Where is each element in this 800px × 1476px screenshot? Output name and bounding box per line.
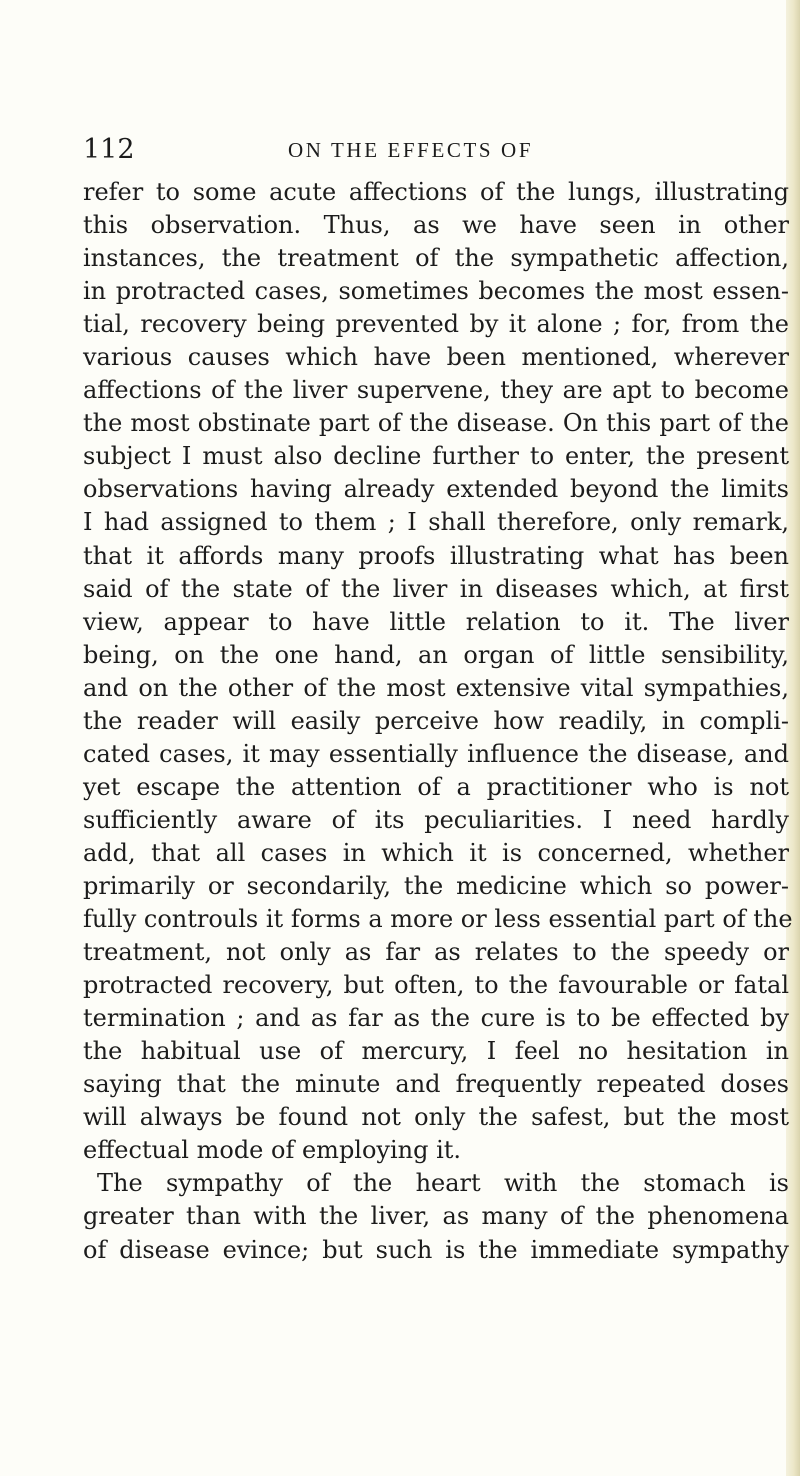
- text-line: view, appear to have little relation to it. The liver: [83, 607, 789, 636]
- text-line: observations having already extended beyond the limits: [83, 475, 789, 504]
- text-line: tial, recovery being prevented by it alone ; for, from the: [83, 310, 789, 339]
- text-line: yet escape the attention of a practitioner who is not: [83, 772, 789, 801]
- text-line: primarily or secondarily, the medicine which so power-: [83, 871, 789, 900]
- text-line: the habitual use of mercury, I feel no hesitation in: [83, 1037, 789, 1066]
- text-line: cated cases, it may essentially influence the disease, and: [83, 739, 789, 768]
- text-line: the reader will easily perceive how readily, in compli-: [83, 706, 789, 735]
- text-line: instances, the treatment of the sympathetic affection,: [83, 244, 789, 273]
- body-text: [83, 176, 800, 1267]
- text-line: effectual mode of employing it.: [83, 1136, 462, 1165]
- text-line: add, that all cases in which it is concerned, whether: [83, 838, 789, 867]
- text-line: of disease evince; but such is the immediate sympathy: [83, 1235, 789, 1264]
- text-line: protracted recovery, but often, to the favourable or fatal: [83, 971, 789, 1000]
- text-line: said of the state of the liver in diseases which, at first: [83, 574, 789, 603]
- text-line: termination ; and as far as the cure is to be effected by: [83, 1004, 789, 1033]
- running-head: ON THE EFFECTS OF: [288, 138, 534, 162]
- text-line: this observation. Thus, as we have seen in other: [83, 211, 789, 240]
- text-line: being, on the one hand, an organ of little sensibility,: [83, 640, 789, 669]
- text-line: refer to some acute affections of the lungs, illustrating: [83, 178, 789, 206]
- text-line: sufficiently aware of its peculiarities. I need hardly: [83, 805, 789, 834]
- text-line: will always be found not only the safest, but the most: [83, 1103, 789, 1132]
- text-line: treatment, not only as far as relates to the speedy or: [83, 938, 789, 967]
- page-number: 112: [83, 134, 135, 165]
- text-line: fully controuls it forms a more or less essential part of the: [83, 905, 793, 934]
- page-header: [83, 132, 723, 168]
- text-line: greater than with the liver, as many of the phenomena: [83, 1202, 789, 1231]
- text-line: The sympathy of the heart with the stomach is: [97, 1169, 789, 1198]
- text-line: I had assigned to them ; I shall therefore, only remark,: [83, 508, 789, 537]
- text-line: the most obstinate part of the disease. On this part of the: [83, 409, 789, 438]
- text-line: affections of the liver supervene, they are apt to become: [83, 376, 789, 405]
- text-line: various causes which have been mentioned, wherever: [83, 343, 789, 372]
- text-line: that it affords many proofs illustrating what has been: [83, 541, 789, 570]
- text-line: and on the other of the most extensive vital sympathies,: [83, 673, 789, 702]
- text-line: in protracted cases, sometimes becomes the most essen-: [83, 277, 789, 306]
- text-line: subject I must also decline further to enter, the present: [83, 442, 789, 471]
- text-line: saying that the minute and frequently repeated doses: [83, 1070, 789, 1099]
